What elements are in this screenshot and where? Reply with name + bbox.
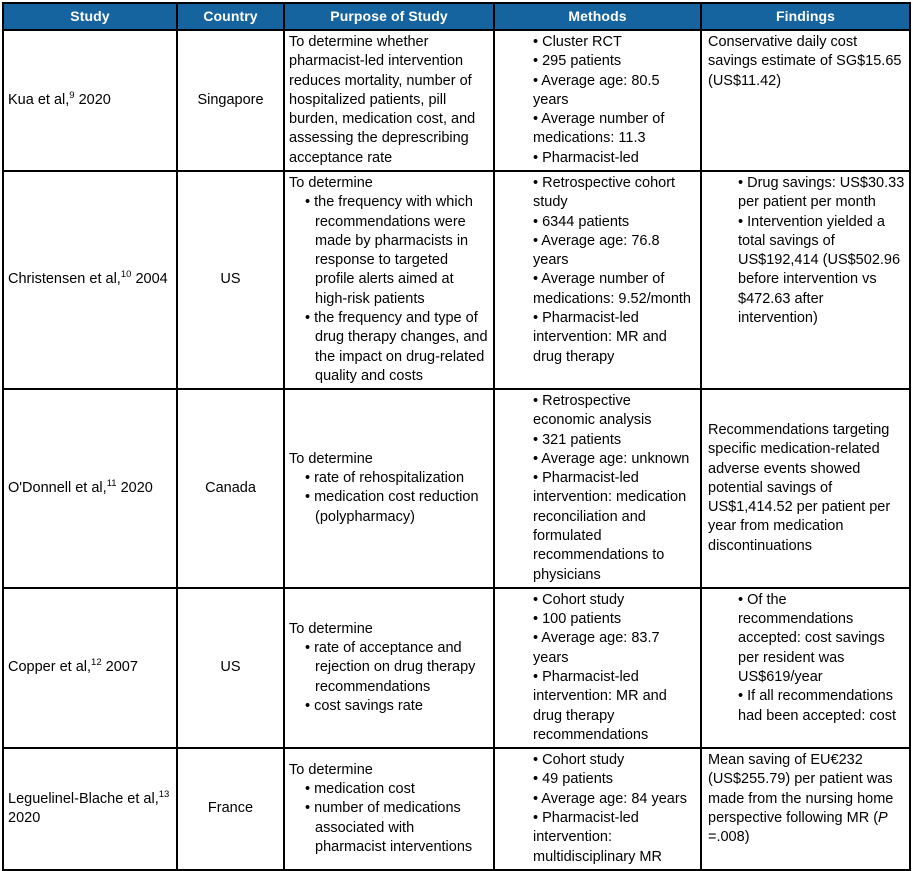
cell-findings [701, 748, 910, 870]
findings-p-value-symbol: P [878, 809, 888, 826]
purpose-bullet: • number of medications associated with pharmacist interventions [305, 800, 473, 855]
purpose-intro: To determine [289, 174, 373, 191]
study-year: 2020 [74, 91, 111, 108]
cell-purpose [284, 588, 494, 748]
cell-country: Canada [177, 389, 284, 588]
study-year: 2020 [8, 809, 41, 826]
cell-methods [494, 588, 701, 748]
cell-study [3, 30, 177, 171]
method-bullet: • Average age: 84 years [533, 790, 687, 807]
table-row [3, 748, 910, 870]
cell-methods [494, 748, 701, 870]
purpose-bullet: • the frequency and type of drug therapy changes, and the impact on drug-related quality and costs [305, 309, 488, 384]
cell-purpose [284, 30, 494, 171]
purpose-bullet: • cost savings rate [305, 697, 423, 714]
cell-methods [494, 30, 701, 171]
method-bullet: • Average number of medications: 9.52/month [533, 271, 691, 307]
purpose-bullet: • rate of acceptance and rejection on drug therapy recommendations [305, 640, 476, 695]
study-comparison-table-container [0, 2, 913, 865]
cell-country: US [177, 171, 284, 389]
column-header-country: Country [177, 3, 284, 30]
cell-purpose [284, 748, 494, 870]
study-name: Leguelinel-Blache et al, [8, 790, 159, 807]
table-header [3, 3, 910, 30]
method-bullet: • Average number of medications: 11.3 [533, 111, 665, 147]
cell-findings [701, 171, 910, 389]
method-bullet: • Average age: 76.8 years [533, 232, 660, 269]
cell-country: US [177, 588, 284, 748]
column-header-purpose: Purpose of Study [284, 3, 494, 30]
cell-study [3, 389, 177, 588]
study-name: Christensen et al, [8, 271, 121, 288]
findings-bullet: • Of the recommendations accepted: cost savings per resident was US$619/year [738, 591, 885, 685]
method-bullet: • Pharmacist-led intervention: MR and drug therapy recommendations [533, 669, 667, 743]
table-row [3, 588, 910, 748]
cell-country: France [177, 748, 284, 870]
method-bullet: • Average age: 80.5 years [533, 72, 660, 108]
table-body [3, 30, 910, 870]
cell-country: Singapore [177, 30, 284, 171]
findings-text: Mean saving of EU€232 (US$255.79) per patient was made from the nursing home perspective following MR (P =.008) [708, 752, 894, 846]
method-bullet: • Retrospective cohort study [533, 174, 676, 211]
method-bullet: • Cohort study [533, 591, 625, 608]
method-bullet: • Cohort study [533, 752, 625, 769]
study-reference-number: 10 [120, 269, 132, 281]
column-header-methods: Methods [494, 3, 701, 30]
column-header-findings: Findings [701, 3, 910, 30]
study-reference-number: 12 [91, 657, 102, 669]
header-row [3, 3, 910, 30]
method-bullet: • Average age: unknown [533, 450, 690, 467]
method-bullet: • Pharmacist-led [533, 149, 639, 166]
study-reference-number: 13 [158, 788, 170, 800]
purpose-intro: To determine [289, 761, 373, 778]
purpose-intro: To determine [289, 450, 373, 467]
method-bullet: • 49 patients [533, 771, 614, 788]
study-reference-number: 9 [69, 90, 75, 102]
column-header-study: Study [3, 3, 177, 30]
cell-findings [701, 389, 910, 588]
method-bullet: • 100 patients [533, 611, 622, 628]
method-bullet: • 6344 patients [533, 213, 630, 230]
findings-text: Recommendations targeting specific medication-related adverse events showed potential savings of US$1,414.52 per patient per year from medication discontinuations [708, 421, 891, 554]
purpose-bullet: • medication cost [305, 781, 415, 798]
method-bullet: • Pharmacist-led intervention: multidisciplinary MR [533, 809, 662, 865]
purpose-intro: To determine [289, 620, 373, 637]
method-bullet: • Average age: 83.7 years [533, 630, 660, 666]
study-name: Copper et al, [8, 659, 92, 676]
cell-methods [494, 389, 701, 588]
findings-bullet: • If all recommendations had been accepted: cost [738, 688, 897, 724]
cell-findings [701, 588, 910, 748]
study-name: Kua et al, [8, 91, 70, 108]
method-bullet: • 321 patients [533, 431, 622, 448]
cell-purpose [284, 389, 494, 588]
purpose-bullet: • medication cost reduction (polypharmacy) [305, 489, 479, 525]
cell-study [3, 588, 177, 748]
method-bullet: • 295 patients [533, 53, 622, 70]
table-row [3, 171, 910, 389]
method-bullet: • Pharmacist-led intervention: MR and drug therapy [533, 309, 667, 365]
purpose-intro: To determine whether pharmacist-led intervention reduces mortality, number of hospitalized patients, pill burden, medication cost, and assessing the deprescribing acceptance rate [289, 34, 476, 166]
cell-study [3, 171, 177, 389]
findings-bullet: • Intervention yielded a total savings of US$192,414 (US$502.96 before intervention vs $472.63 after intervention) [738, 213, 901, 326]
study-year: 2004 [131, 271, 168, 288]
study-year: 2020 [116, 479, 153, 496]
method-bullet: • Pharmacist-led intervention: medication reconciliation and formulated recommendations to physicians [533, 470, 687, 583]
table-row [3, 389, 910, 588]
findings-bullet: • Drug savings: US$30.33 per patient per month [738, 174, 905, 211]
study-year: 2007 [101, 659, 138, 676]
study-comparison-table [2, 2, 911, 871]
study-name: O'Donnell et al, [8, 479, 107, 496]
cell-findings [701, 30, 910, 171]
method-bullet: • Cluster RCT [533, 34, 622, 50]
table-row [3, 30, 910, 171]
purpose-bullet: • rate of rehospitalization [305, 470, 465, 487]
method-bullet: • Retrospective economic analysis [533, 393, 652, 429]
purpose-bullet: • the frequency with which recommendations were made by pharmacists in response to targeted profile alerts aimed at high-risk patients [305, 194, 473, 307]
cell-purpose [284, 171, 494, 389]
study-reference-number: 11 [106, 478, 117, 489]
cell-study [3, 748, 177, 870]
findings-text: Conservative daily cost savings estimate of SG$15.65 (US$11.42) [708, 34, 902, 89]
cell-methods [494, 171, 701, 389]
